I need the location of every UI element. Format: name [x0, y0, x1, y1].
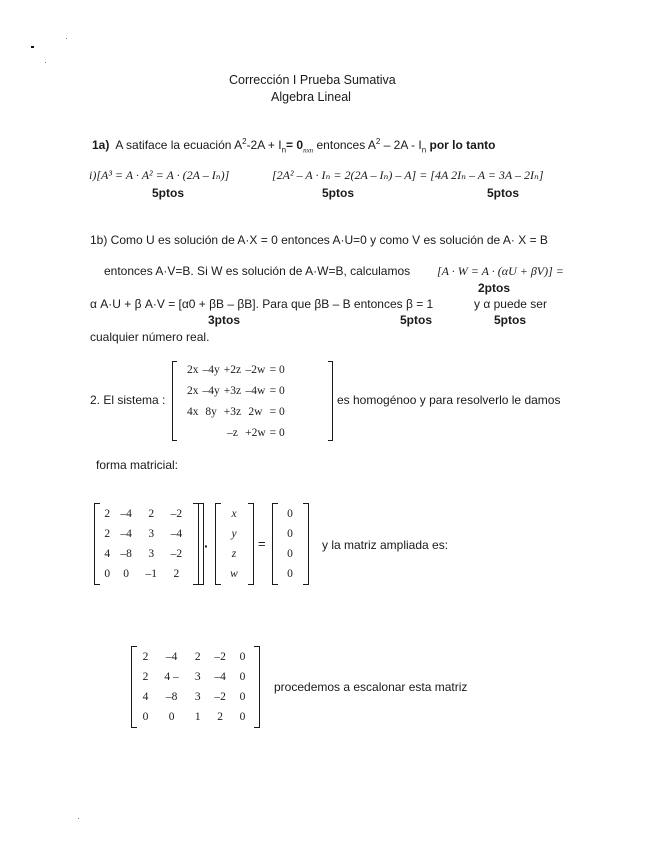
- vector-row: [222, 564, 246, 584]
- equation-term: = 0: [269, 405, 285, 418]
- augmented-left-bracket: [131, 646, 137, 728]
- equation-row: [185, 401, 287, 422]
- matrix-cell: 2: [142, 651, 149, 663]
- matrix-row: [101, 564, 189, 584]
- points-label: 5ptos: [322, 186, 355, 200]
- equals-sign: =: [258, 536, 266, 551]
- problem-1b-line-2: entonces A·V=B. Si W es solución de A·W=B, calculamos: [104, 264, 411, 278]
- equation-row: [185, 380, 287, 401]
- equation-row: [185, 422, 287, 443]
- vector-row: [222, 504, 246, 524]
- problem-1a-statement: 1a) A satiface la ecuación $A^2-2A + I_n= 0_{nxn}$ entonces $A^2 - 2A - I_n$ por lo tanto: [92, 137, 496, 155]
- system-right-brace: [328, 361, 333, 441]
- matrix-row: [138, 687, 250, 707]
- matrix-cell: 4: [142, 691, 149, 703]
- matrix-cell: 2: [173, 568, 180, 580]
- points-label: 5ptos: [487, 186, 520, 200]
- equation-term: 8y: [205, 405, 217, 418]
- matrix-row: [101, 524, 189, 544]
- points-label: 3ptos: [208, 313, 241, 327]
- system-left-brace: [172, 361, 177, 441]
- document-subtitle: Algebra Lineal: [271, 90, 351, 104]
- matrix-cell: 4 –: [164, 671, 179, 683]
- problem-1a-step-1: i)[A³ = A · A² = A · (2A – Iₙ)]: [89, 168, 230, 182]
- zero-vector-right-bracket: [303, 503, 309, 585]
- equation-term: –4w: [245, 384, 266, 397]
- zero-vector-left-bracket: [272, 503, 278, 585]
- problem-1b-line-4: cualquier número real.: [90, 330, 210, 344]
- matrix-row: [101, 544, 189, 564]
- homogeneous-text: es homogénoo y para resolverlo le damos: [337, 393, 561, 407]
- vector-cell: x: [231, 508, 237, 520]
- matrix-cell: 2: [142, 671, 149, 683]
- equation-term: +2z: [223, 363, 242, 376]
- equation-term: = 0: [269, 384, 285, 397]
- vector-row: [279, 504, 301, 524]
- matrix-cell: –4: [170, 528, 183, 540]
- problem-1a-step-2: [2A² – A · Iₙ = 2(2A – Iₙ) – A] = [4A 2Iₙ – A = 3A – 2Iₙ]: [272, 168, 544, 182]
- matrix-row: [138, 667, 250, 687]
- equation-system: [185, 359, 287, 443]
- vector-cell: 0: [287, 548, 293, 560]
- matrix-cell: 2: [104, 508, 111, 520]
- equation-row: [185, 359, 287, 380]
- equation-term: –4y: [202, 363, 220, 376]
- vector-left-bracket: [215, 503, 221, 585]
- problem-1b-line-1: 1b) Como U es solución de A·X = 0 entonces A·U=0 y como V es solución de A· X = B: [90, 233, 548, 247]
- matrix-cell: 3: [194, 691, 201, 703]
- equation-term: = 0: [269, 363, 285, 376]
- matrix-cell: –4: [120, 508, 132, 520]
- equation-term: –2w: [245, 363, 266, 376]
- forma-matricial-text: forma matricial:: [96, 458, 179, 472]
- augmented-right-bracket: [254, 646, 260, 728]
- scan-speck: [45, 62, 46, 63]
- matrix-row: [138, 707, 250, 727]
- matrix-cell: –4: [165, 651, 178, 663]
- equation-term: –4y: [202, 384, 220, 397]
- vector-row: [279, 544, 301, 564]
- matrix-cell: 0: [239, 671, 246, 683]
- scan-speck: [66, 38, 67, 39]
- vector-cell: w: [230, 568, 238, 580]
- matrix-cell: 4: [104, 548, 111, 560]
- points-label: 2ptos: [478, 281, 511, 295]
- variable-vector: [222, 504, 246, 584]
- matrix-cell: 2: [148, 508, 155, 520]
- points-label: 5ptos: [400, 313, 433, 327]
- vector-row: [279, 524, 301, 544]
- equation-term: = 0: [269, 426, 285, 439]
- matrix-cell: –1: [145, 568, 158, 580]
- vector-cell: 0: [287, 508, 293, 520]
- vector-cell: 0: [287, 568, 293, 580]
- matrix-cell: 0: [239, 651, 246, 663]
- augmented-intro-text: y la matriz ampliada es:: [322, 538, 449, 552]
- matrix-cell: 1: [194, 711, 201, 723]
- vector-row: [279, 564, 301, 584]
- matrix-cell: –2: [214, 691, 226, 703]
- matrix-cell: 0: [142, 711, 149, 723]
- vector-right-bracket: [248, 503, 254, 585]
- equation-term: 4x: [187, 405, 199, 418]
- matrix-cell: 3: [148, 548, 155, 560]
- matrix-cell: 0: [168, 711, 175, 723]
- matrix-cell: 0: [104, 568, 111, 580]
- vector-row: [222, 544, 246, 564]
- matrix-cell: 3: [148, 528, 155, 540]
- matrix-cell: –2: [170, 508, 183, 520]
- zero-vector: [279, 504, 301, 584]
- problem-1b-calculation: [A · W = A · (αU + βV)] =: [437, 264, 564, 278]
- matrix-cell: 3: [194, 671, 201, 683]
- escalonar-text: procedemos a escalonar esta matriz: [274, 680, 468, 694]
- document-title: Corrección I Prueba Sumativa: [229, 73, 396, 87]
- matrix-cell: 2: [217, 711, 223, 723]
- problem-1b-line-3: α A·U + β A·V = [α0 + βB – βB]. Para que βB – B entonces β = 1: [90, 297, 434, 311]
- problem-1b-line-3-end: y α puede ser: [474, 297, 547, 311]
- matrix-cell: 2: [194, 651, 201, 663]
- matrix-cell: 2: [104, 528, 111, 540]
- equation-term: +3z: [223, 405, 242, 418]
- equation-term: 2w: [248, 405, 263, 418]
- equation-term: 2x: [187, 384, 199, 397]
- equation-term: [201, 422, 222, 443]
- vector-cell: z: [231, 548, 237, 560]
- points-label: 5ptos: [152, 186, 185, 200]
- matrix-cell: –2: [170, 548, 183, 560]
- equation-term: –z: [226, 426, 238, 439]
- scan-speck: [78, 818, 79, 819]
- augmented-matrix: [138, 647, 250, 727]
- problem-2-label: 2. El sistema :: [90, 393, 166, 407]
- matrix-row: [101, 504, 189, 524]
- matrix-cell: 0: [123, 568, 129, 580]
- vector-cell: 0: [287, 528, 293, 540]
- matrix-cell: 0: [239, 711, 246, 723]
- equation-term: +2w: [245, 426, 266, 439]
- scan-speck: [31, 46, 34, 48]
- matrix-cell: 0: [239, 691, 246, 703]
- matrix-cell: –8: [120, 548, 132, 560]
- matrix-cell: –4: [214, 671, 226, 683]
- matrix-cell: –8: [165, 691, 178, 703]
- coefficient-matrix: [101, 504, 189, 584]
- matrix-cell: –4: [120, 528, 132, 540]
- vector-cell: y: [231, 528, 237, 540]
- equation-term: [185, 422, 201, 443]
- matrix-a-left-bracket: [94, 503, 100, 585]
- multiply-dot: ·: [204, 538, 209, 554]
- matrix-cell: –2: [214, 651, 226, 663]
- equation-term: 2x: [187, 363, 199, 376]
- equation-term: +3z: [223, 384, 242, 397]
- points-label: 5ptos: [494, 313, 527, 327]
- matrix-row: [138, 647, 250, 667]
- vector-row: [222, 524, 246, 544]
